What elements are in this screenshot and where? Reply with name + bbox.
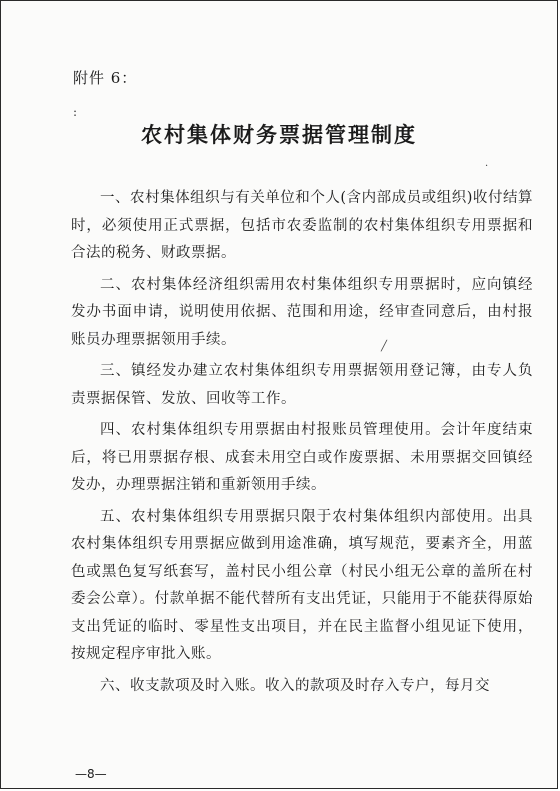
- paragraph-2: 二、农村集体经济组织需用农村集体组织专用票据时，应向镇经发办书面申请，说明使用依据、范围和用途，经审查同意后，由村报账员办理票据领用手续。: [71, 276, 533, 348]
- paragraph-5: 五、农村集体组织专用票据只限于农村集体组织内部使用。出具农村集体组织专用票据应做到用途准确，填写规范，要素齐全，用蓝色或黑色复写纸套写，盖村民小组公章（村民小组无公章的盖所在村委会公章）。付款单据不能代替所有支出凭证，只能用于不能获得原始支出凭证的临时、零星性支出项目，并在民主监督小组见证下使用，按规定程序审批入账。: [71, 508, 533, 662]
- scan-speck: ╱: [381, 341, 388, 352]
- attachment-label: 附件 6：: [73, 69, 138, 87]
- paragraph-6: 六、收支款项及时入账。收入的款项及时存入专户，每月交: [100, 677, 490, 694]
- margin-mark: :: [73, 105, 78, 119]
- page-number: —8—: [75, 767, 107, 781]
- paragraph-3: 三、镇经发办建立农村集体组织专用票据领用登记簿，由专人负责票据保管、发放、回收等工作。: [71, 363, 533, 407]
- paragraph-4: 四、农村集体组织专用票据由村报账员管理使用。会计年度结束后，将已用票据存根、成套未用空白或作废票据、未用票据交回镇经发办，办理票据注销和重新领用手续。: [71, 422, 533, 493]
- document-body: [71, 185, 533, 704]
- paragraph-1: 一、农村集体组织与有关单位和个人(含内部成员或组织)收付结算时，必须使用正式票据，包括市农委监制的农村集体组织专用票据和合法的税务、财政票据。: [71, 190, 533, 261]
- document-title: 农村集体财务票据管理制度: [141, 123, 417, 147]
- scan-speck: ·: [485, 161, 489, 172]
